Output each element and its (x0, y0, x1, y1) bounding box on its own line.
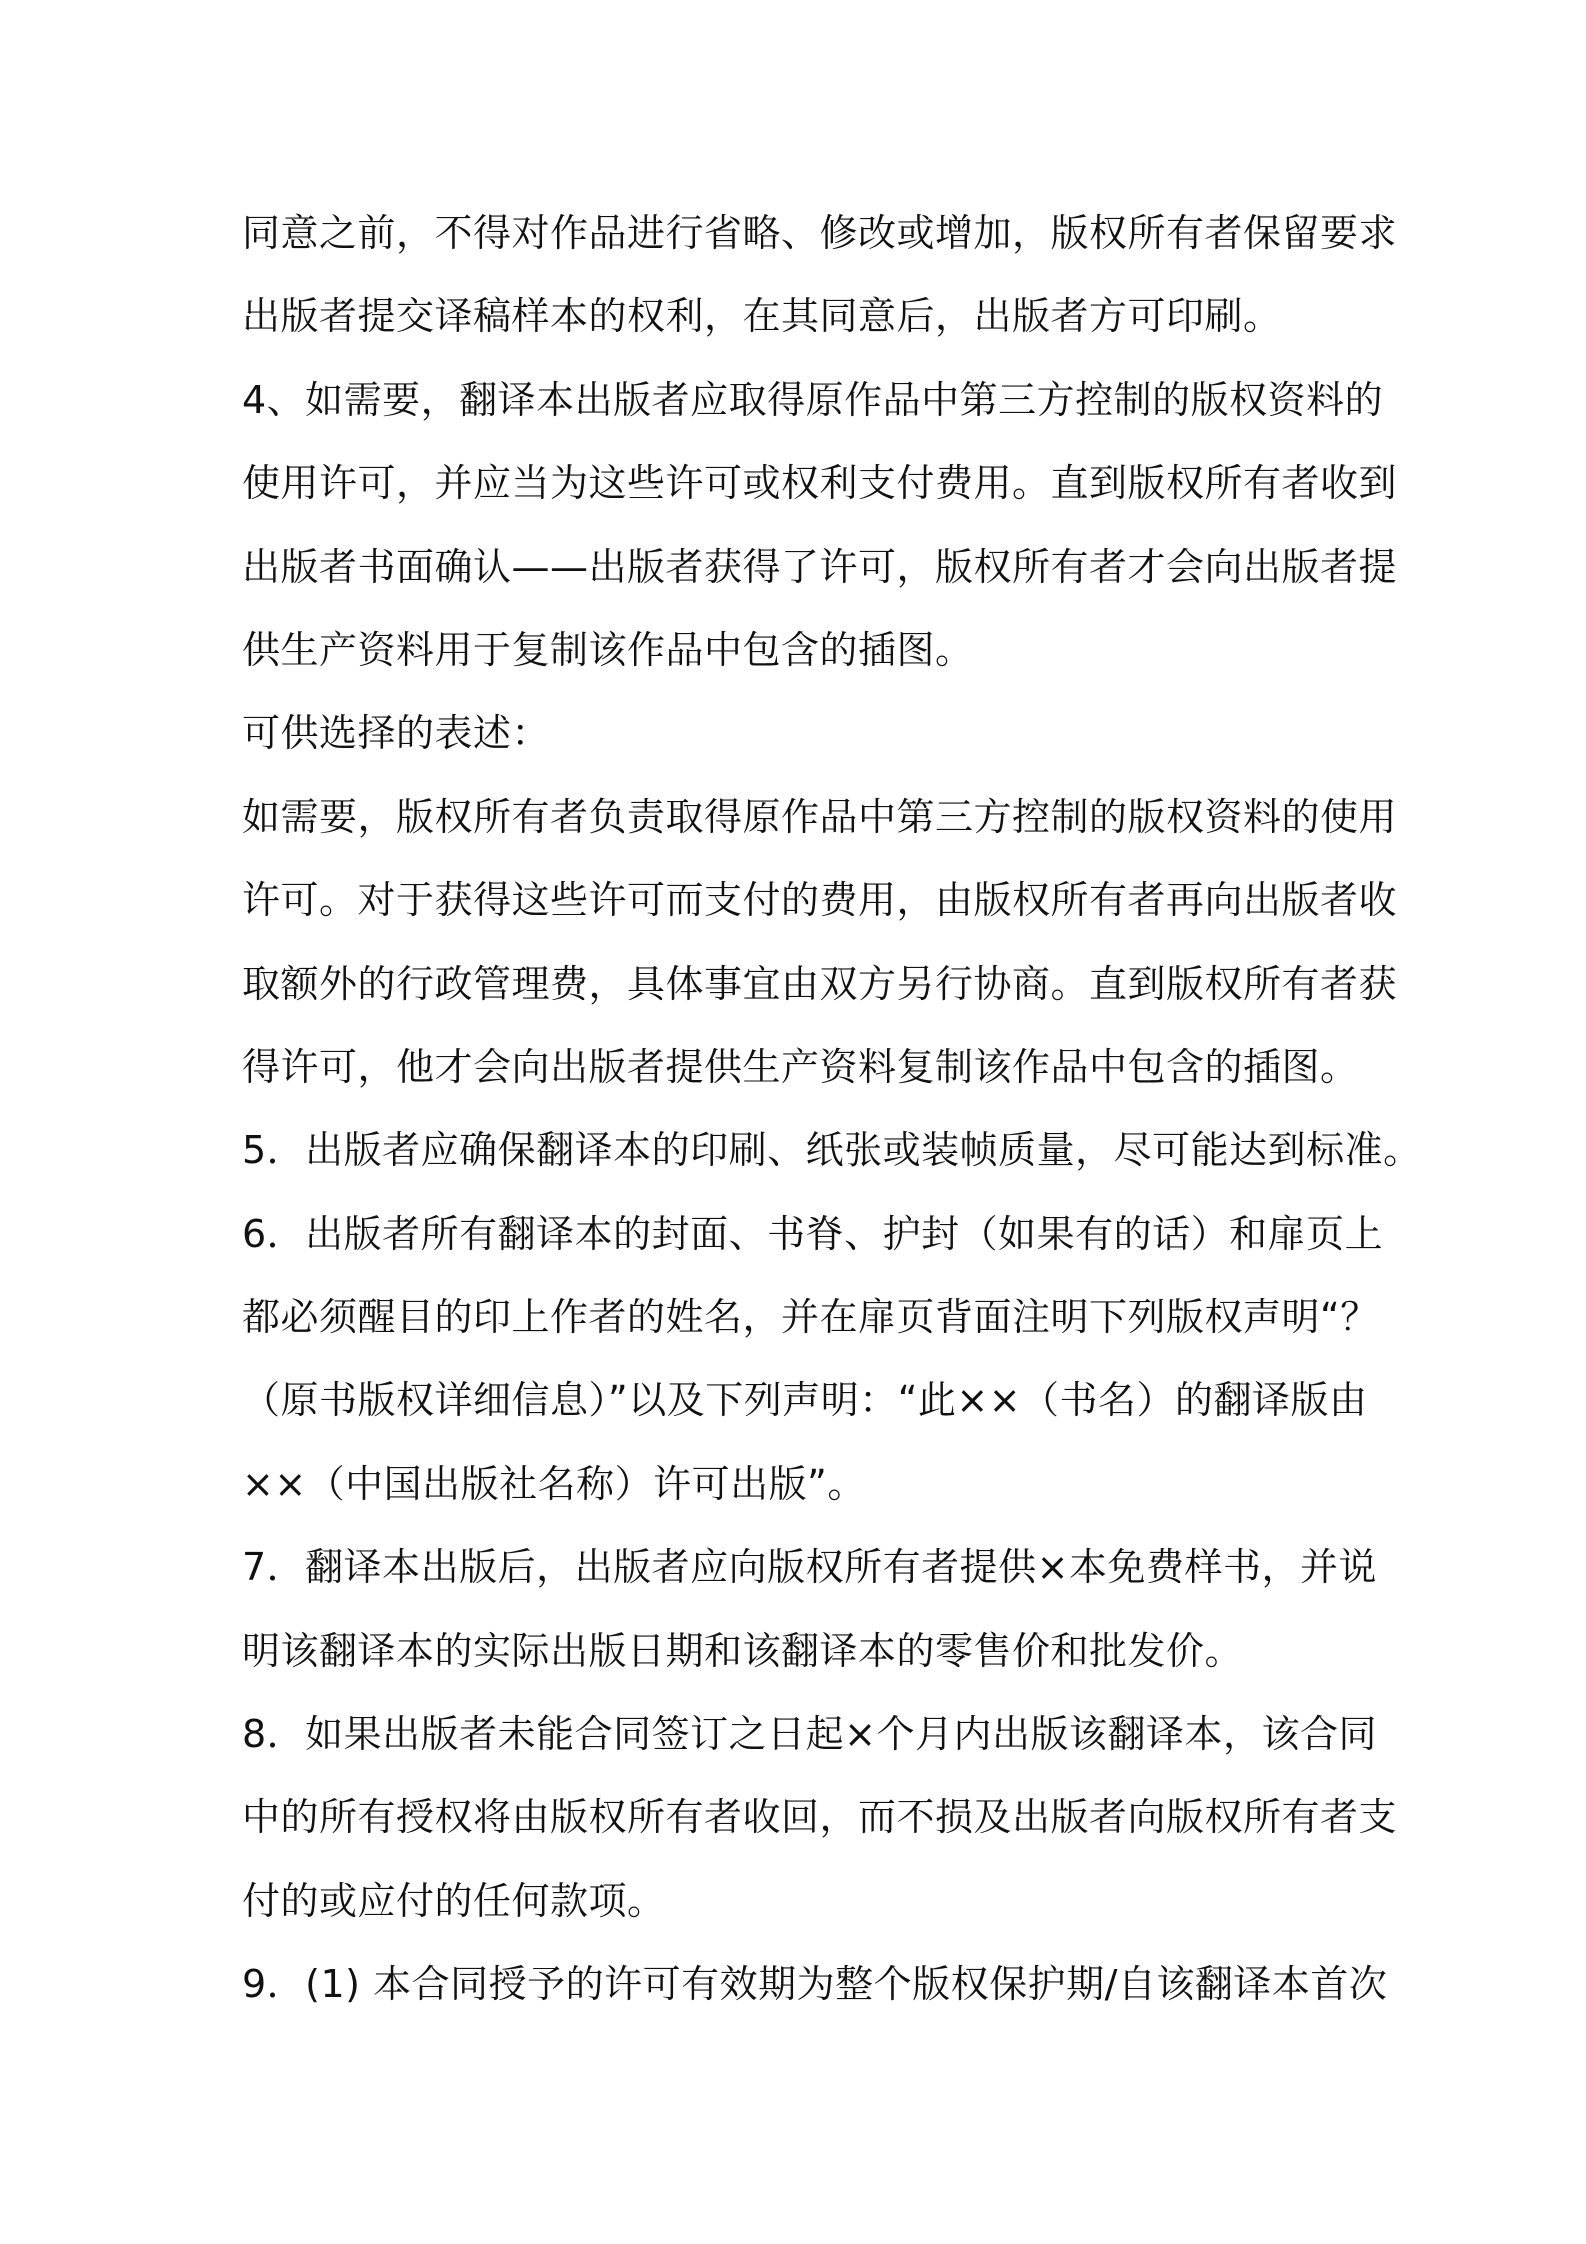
text-line: ××（中国出版社名称）许可出版”。 (242, 1461, 866, 1506)
text-line: 出版者书面确认——出版者获得了许可，版权所有者才会向出版者提 (242, 544, 1398, 589)
text-line: 使用许可，并应当为这些许可或权利支付费用。直到版权所有者收到 (242, 461, 1398, 506)
text-line: 取额外的行政管理费，具体事宜由双方另行协商。直到版权所有者获 (242, 961, 1398, 1006)
clause-7-line: 7．翻译本出版后，出版者应向版权所有者提供×本免费样书，并说 (242, 1545, 1378, 1590)
text-line: 中的所有授权将由版权所有者收回，而不损及出版者向版权所有者支 (242, 1795, 1398, 1840)
document-body (242, 192, 1422, 2027)
text-line: 出版者提交译稿样本的权利，在其同意后，出版者方可印刷。 (242, 294, 1282, 339)
text-line: 如需要，版权所有者负责取得原作品中第三方控制的版权资料的使用 (242, 794, 1398, 839)
text-line: 明该翻译本的实际出版日期和该翻译本的零售价和批发价。 (242, 1628, 1244, 1673)
text-line: 许可。对于获得这些许可而支付的费用，由版权所有者再向出版者收 (242, 878, 1398, 923)
clause-9-line: 9．(1) 本合同授予的许可有效期为整个版权保护期/自该翻译本首次 (242, 1962, 1388, 2007)
clause-4-line: 4、如需要，翻译本出版者应取得原作品中第三方控制的版权资料的 (242, 377, 1384, 422)
alternative-heading: 可供选择的表述： (242, 711, 551, 756)
text-line: 同意之前，不得对作品进行省略、修改或增加，版权所有者保留要求 (242, 211, 1398, 255)
clause-6-line: 6．出版者所有翻译本的封面、书脊、护封（如果有的话）和扉页上 (242, 1211, 1384, 1256)
text-line: （原书版权详细信息）”以及下列声明：“此××（书名）的翻译版由 (242, 1378, 1368, 1423)
text-line: 得许可，他才会向出版者提供生产资料复制该作品中包含的插图。 (242, 1044, 1359, 1089)
text-line: 供生产资料用于复制该作品中包含的插图。 (242, 627, 974, 672)
clause-5-line: 5．出版者应确保翻译本的印刷、纸张或装帧质量，尽可能达到标准。 (242, 1128, 1422, 1173)
clause-8-line: 8．如果出版者未能合同签订之日起×个月内出版该翻译本，该合同 (242, 1712, 1378, 1757)
text-line: 都必须醒目的印上作者的姓名，并在扉页背面注明下列版权声明“？ (242, 1295, 1379, 1340)
text-line: 付的或应付的任何款项。 (242, 1878, 666, 1923)
